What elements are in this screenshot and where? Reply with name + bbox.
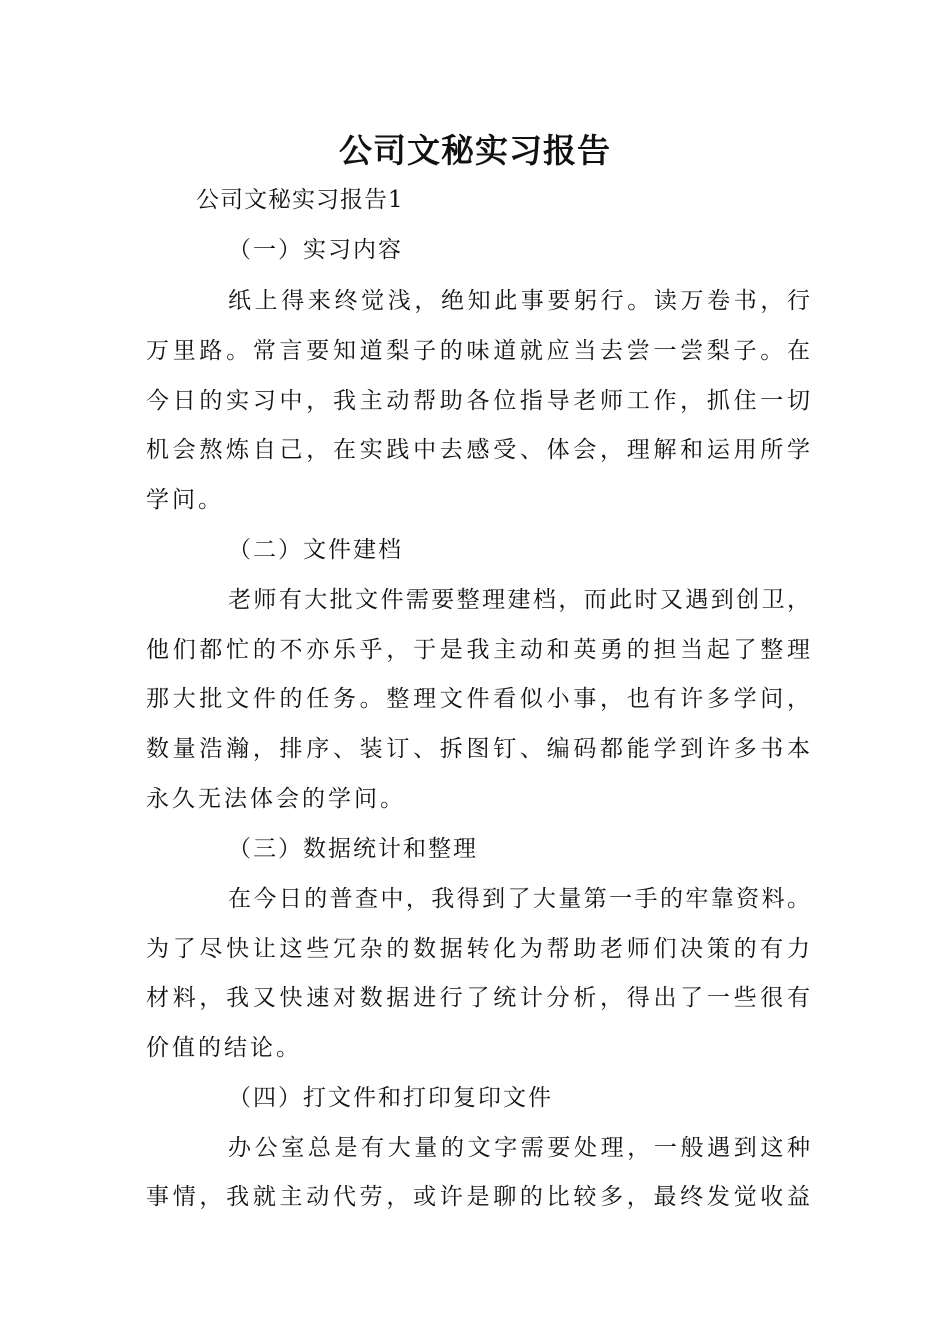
- paragraph-line: 永久无法体会的学问。: [146, 786, 406, 812]
- paragraph-line: 纸上得来终觉浅，绝知此事要躬行。读万卷书，行: [228, 288, 810, 314]
- section-heading: （四）打文件和打印复印文件: [228, 1085, 553, 1111]
- paragraph-line: 数量浩瀚，排序、装订、拆图钉、编码都能学到许多书本: [146, 736, 810, 762]
- paragraph-line: 办公室总是有大量的文字需要处理，一般遇到这种: [228, 1135, 810, 1161]
- section-heading: （二）文件建档: [228, 537, 403, 563]
- paragraph-line: 机会熬炼自己，在实践中去感受、体会，理解和运用所学: [146, 437, 810, 463]
- paragraph-line: 老师有大批文件需要整理建档，而此时又遇到创卫，: [228, 587, 810, 613]
- document-subtitle: 公司文秘实习报告1: [196, 187, 404, 213]
- paragraph-line: 那大批文件的任务。整理文件看似小事，也有许多学问，: [146, 686, 810, 712]
- paragraph-line: 事情，我就主动代劳，或许是聊的比较多，最终发觉收益: [146, 1184, 810, 1210]
- paragraph-line: 今日的实习中，我主动帮助各位指导老师工作，抓住一切: [146, 388, 810, 414]
- section-heading: （三）数据统计和整理: [228, 836, 478, 862]
- paragraph-line: 万里路。常言要知道梨子的味道就应当去尝一尝梨子。在: [146, 338, 810, 364]
- paragraph-line: 他们都忙的不亦乐乎，于是我主动和英勇的担当起了整理: [146, 637, 810, 663]
- paragraph-line: 为了尽快让这些冗杂的数据转化为帮助老师们决策的有力: [146, 936, 810, 962]
- paragraph-line: 学问。: [146, 487, 224, 513]
- document-title: 公司文秘实习报告: [339, 131, 611, 170]
- paragraph-line: 价值的结论。: [146, 1035, 302, 1061]
- section-heading: （一）实习内容: [228, 237, 403, 263]
- paragraph-line: 在今日的普查中，我得到了大量第一手的牢靠资料。: [228, 886, 810, 912]
- paragraph-line: 材料，我又快速对数据进行了统计分析，得出了一些很有: [146, 985, 810, 1011]
